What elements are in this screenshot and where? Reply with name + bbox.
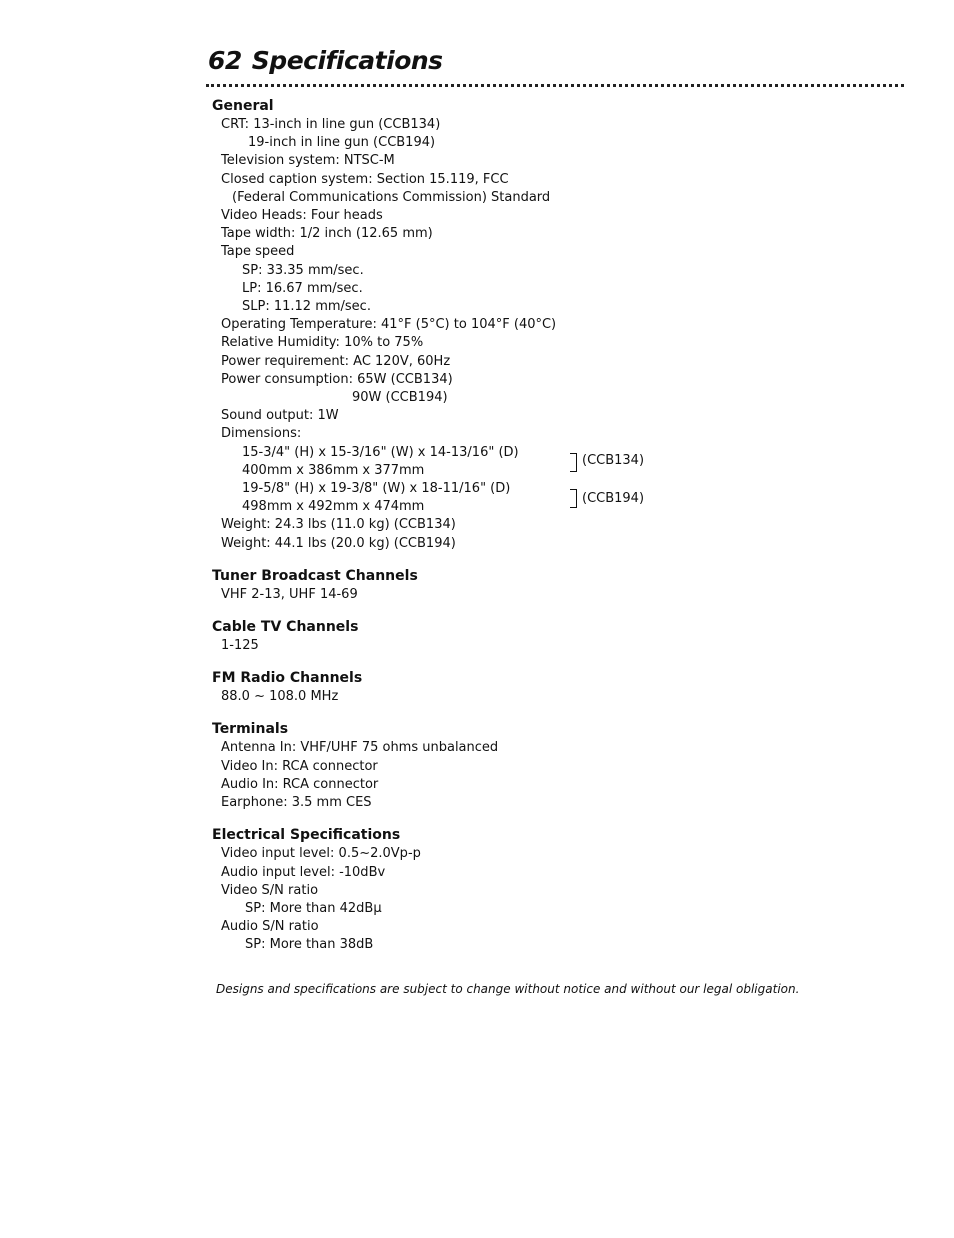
spec-tape-width: Tape width: 1/2 inch (12.65 mm): [221, 226, 433, 242]
dotted-divider: [206, 84, 904, 90]
spec-tape-speed-slp: SLP: 11.12 mm/sec.: [242, 299, 371, 315]
dimensions-ccb194: [242, 480, 902, 516]
bracket: [570, 453, 577, 472]
spec-fm-channels: 88.0 ~ 108.0 MHz: [221, 689, 339, 705]
spec-closed-caption-standard: (Federal Communications Commission) Standard: [232, 189, 551, 205]
spec-content: [212, 97, 902, 955]
page-title: Specifications: [251, 46, 443, 75]
spec-power-consumption-194: 90W (CCB194): [352, 390, 448, 406]
dimensions-inches: 15-3/4" (H) x 15-3/16" (W) x 14-13/16" (D): [242, 444, 519, 460]
section-heading-general: General: [212, 98, 274, 114]
disclaimer-note: Designs and specifications are subject to change without notice and without our legal obligation.: [216, 982, 800, 996]
spec-weight-194: Weight: 44.1 lbs (20.0 kg) (CCB194): [221, 535, 456, 551]
section-heading-electrical: Electrical Specifications: [212, 827, 401, 844]
spec-closed-caption: Closed caption system: Section 15.119, FCC: [221, 171, 509, 187]
spec-sound-output: Sound output: 1W: [221, 408, 339, 424]
spec-video-heads: Video Heads: Four heads: [221, 208, 383, 224]
spec-tv-system: Television system: NTSC-M: [221, 153, 395, 169]
page-header: [208, 46, 443, 75]
spec-crt-13: CRT: 13-inch in line gun (CCB134): [221, 117, 441, 132]
section-heading-fm: FM Radio Channels: [212, 670, 363, 687]
section-heading-tuner: Tuner Broadcast Channels: [212, 567, 418, 584]
page-number: 62: [208, 46, 242, 75]
spec-cable-channels: 1-125: [221, 638, 259, 654]
dimensions-inches: 19-5/8" (H) x 19-3/8" (W) x 18-11/16" (D): [242, 481, 511, 497]
spec-video-in: Video In: RCA connector: [221, 758, 378, 774]
spec-tape-speed-lp: LP: 16.67 mm/sec.: [242, 280, 363, 296]
spec-relative-humidity: Relative Humidity: 10% to 75%: [221, 335, 424, 351]
spec-audio-in: Audio In: RCA connector: [221, 776, 379, 792]
model-label: (CCB194): [582, 491, 645, 507]
dimensions-mm: 498mm x 492mm x 474mm: [242, 499, 425, 515]
spec-crt-19: 19-inch in line gun (CCB194): [248, 135, 436, 151]
spec-tape-speed: Tape speed: [221, 244, 295, 260]
spec-antenna-in: Antenna In: VHF/UHF 75 ohms unbalanced: [221, 740, 499, 756]
spec-operating-temperature: Operating Temperature: 41°F (5°C) to 104°F (40°C): [221, 317, 557, 333]
spec-audio-input-level: Audio input level: -10dBv: [221, 864, 386, 880]
model-label: (CCB134): [582, 452, 645, 468]
spec-weight-134: Weight: 24.3 lbs (11.0 kg) (CCB134): [221, 517, 456, 533]
spec-tuner-channels: VHF 2-13, UHF 14-69: [221, 586, 358, 602]
spec-video-input-level: Video input level: 0.5~2.0Vp-p: [221, 846, 421, 862]
spec-earphone: Earphone: 3.5 mm CES: [221, 795, 372, 811]
spec-tape-speed-sp: SP: 33.35 mm/sec.: [242, 262, 364, 278]
spec-audio-sn-sp: SP: More than 38dB: [245, 937, 374, 953]
section-heading-terminals: Terminals: [212, 721, 289, 738]
bracket: [570, 489, 577, 508]
section-heading-cable: Cable TV Channels: [212, 619, 359, 636]
spec-dimensions: Dimensions:: [221, 426, 302, 442]
spec-video-sn-ratio: Video S/N ratio: [221, 882, 319, 898]
spec-video-sn-sp: SP: More than 42dBμ: [245, 900, 382, 916]
spec-power-consumption: Power consumption: 65W (CCB134): [221, 371, 453, 387]
spec-power-requirement: Power requirement: AC 120V, 60Hz: [221, 353, 451, 369]
dimensions-ccb134: [242, 444, 902, 480]
spec-audio-sn-ratio: Audio S/N ratio: [221, 919, 319, 935]
dimensions-mm: 400mm x 386mm x 377mm: [242, 462, 425, 478]
